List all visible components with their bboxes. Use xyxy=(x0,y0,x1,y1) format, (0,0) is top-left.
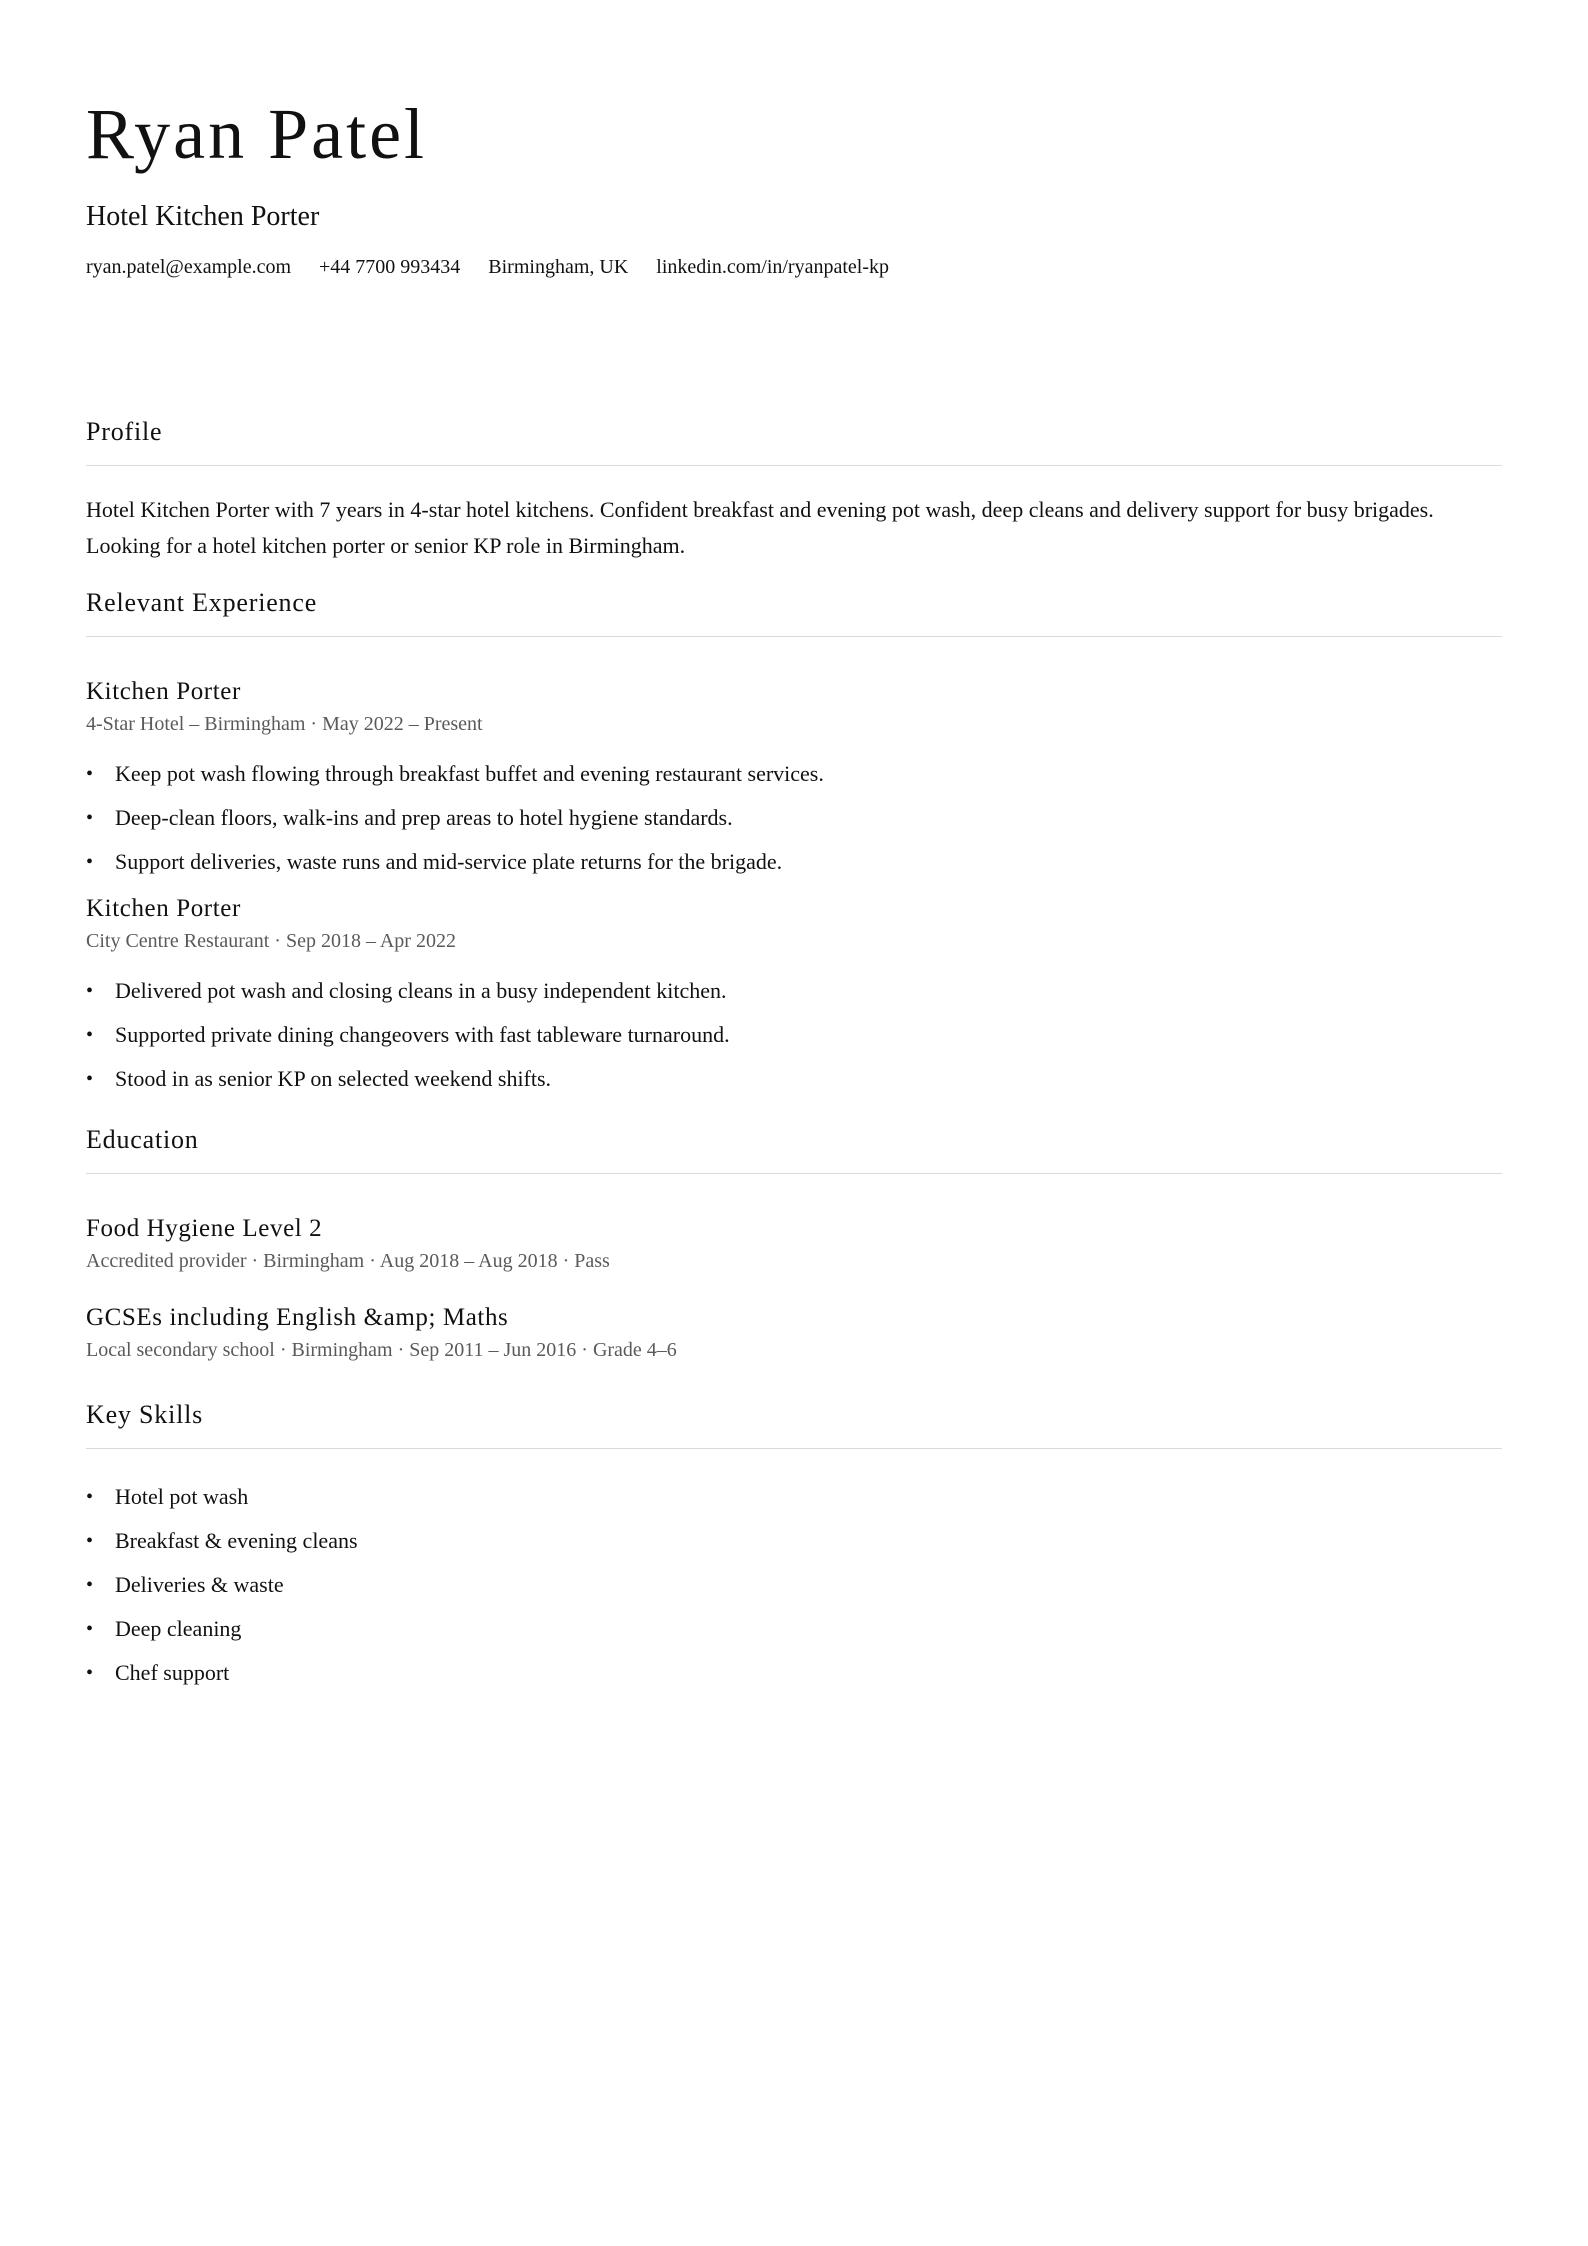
job-bullets xyxy=(86,752,1502,884)
skill-item: • Breakfast & evening cleans xyxy=(86,1519,1502,1563)
experience-heading: Relevant Experience xyxy=(86,588,1502,637)
candidate-name: Ryan Patel xyxy=(86,94,428,174)
contact-phone[interactable]: +44 7700 993434 xyxy=(319,255,461,278)
skills-section xyxy=(86,1400,1502,1695)
job-bullet: • Supported private dining changeovers with fast tableware turnaround. xyxy=(86,1013,1502,1057)
contact-line xyxy=(86,256,1502,279)
profile-heading: Profile xyxy=(86,417,1502,466)
profile-text: Hotel Kitchen Porter with 7 years in 4-star hotel kitchens. Confident breakfast and evening pot wash, deep cleans and delivery support for busy brigades. Looking for a hotel kitchen porter or senior KP role in Birmingham. xyxy=(86,496,1434,558)
skill-item: • Deep cleaning xyxy=(86,1607,1502,1651)
job-meta: 4-Star Hotel – Birmingham · May 2022 – Present xyxy=(86,712,483,735)
skills-list xyxy=(86,1475,1502,1695)
job-title: Kitchen Porter xyxy=(86,677,241,705)
education-entry xyxy=(86,1214,1502,1273)
skill-item: • Deliveries & waste xyxy=(86,1563,1502,1607)
job-bullet: • Support deliveries, waste runs and mid-service plate returns for the brigade. xyxy=(86,840,1502,884)
skill-item: • Chef support xyxy=(86,1651,1502,1695)
experience-entry xyxy=(86,677,1502,884)
job-bullets xyxy=(86,969,1502,1101)
contact-email[interactable]: ryan.patel@example.com xyxy=(86,255,291,278)
job-bullet: • Keep pot wash flowing through breakfast buffet and evening restaurant services. xyxy=(86,752,1502,796)
resume-header xyxy=(86,0,1502,279)
experience-entry xyxy=(86,894,1502,1101)
job-meta: City Centre Restaurant · Sep 2018 – Apr 2022 xyxy=(86,929,456,952)
education-meta: Accredited provider · Birmingham · Aug 2018 – Aug 2018 · Pass xyxy=(86,1249,610,1272)
education-title: Food Hygiene Level 2 xyxy=(86,1214,323,1242)
contact-location: Birmingham, UK xyxy=(488,255,629,278)
job-bullet: • Stood in as senior KP on selected weekend shifts. xyxy=(86,1057,1502,1101)
job-bullet: • Delivered pot wash and closing cleans in a busy independent kitchen. xyxy=(86,969,1502,1013)
education-meta: Local secondary school · Birmingham · Sep 2011 – Jun 2016 · Grade 4–6 xyxy=(86,1338,677,1361)
contact-linkedin[interactable]: linkedin.com/in/ryanpatel-kp xyxy=(656,255,889,278)
candidate-title: Hotel Kitchen Porter xyxy=(86,201,320,232)
experience-section xyxy=(86,588,1502,1101)
job-bullet: • Deep-clean floors, walk-ins and prep areas to hotel hygiene standards. xyxy=(86,796,1502,840)
education-section xyxy=(86,1125,1502,1362)
education-title: GCSEs including English &amp; Maths xyxy=(86,1303,509,1331)
skill-item: • Hotel pot wash xyxy=(86,1475,1502,1519)
skills-heading: Key Skills xyxy=(86,1400,1502,1449)
education-entry xyxy=(86,1303,1502,1362)
job-title: Kitchen Porter xyxy=(86,894,241,922)
profile-section xyxy=(86,417,1502,564)
education-heading: Education xyxy=(86,1125,1502,1174)
